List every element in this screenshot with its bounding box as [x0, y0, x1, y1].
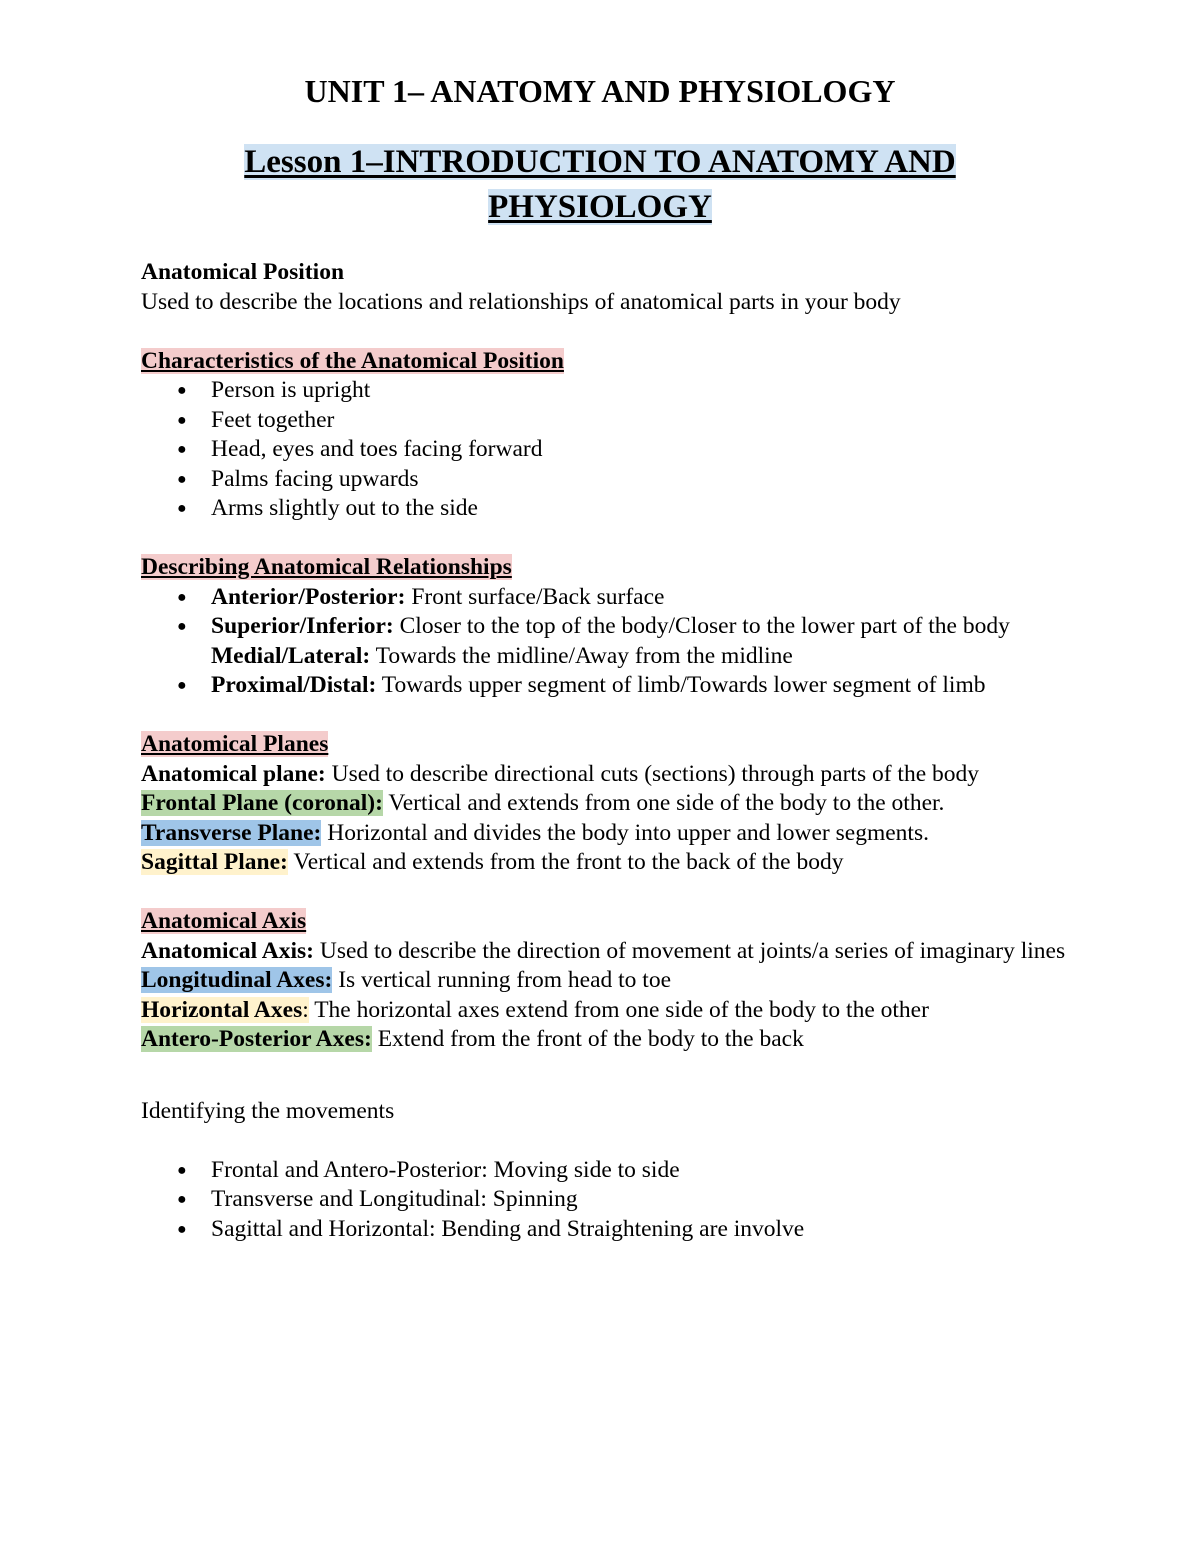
- term: Superior/Inferior:: [211, 613, 394, 639]
- list-item: ● Sagittal and Horizontal: Bending and Straightening are involve: [141, 1215, 1081, 1245]
- term: Sagittal Plane:: [141, 849, 288, 875]
- list-item: [141, 671, 1081, 701]
- list-item: ● Transverse and Longitudinal: Spinning: [141, 1185, 1081, 1215]
- characteristics-heading: Characteristics of the Anatomical Position: [141, 347, 564, 374]
- lesson-title-line1: Lesson 1–INTRODUCTION TO ANATOMY AND: [244, 144, 956, 180]
- unit-title: UNIT 1– ANATOMY AND PHYSIOLOGY: [304, 73, 896, 109]
- list-item: [141, 612, 1081, 671]
- relationships-list: [141, 583, 1081, 701]
- list-item: ● Arms slightly out to the side: [141, 494, 1081, 524]
- term: Frontal Plane (coronal):: [141, 790, 383, 816]
- document-body: [141, 258, 1081, 1244]
- relationships-heading: Describing Anatomical Relationships: [141, 554, 512, 580]
- planes-section: [141, 730, 1081, 760]
- relationships-section: [141, 553, 1081, 583]
- axis-section: [141, 907, 1081, 937]
- term: Proximal/Distal:: [211, 672, 377, 698]
- list-item: ● Head, eyes and toes facing forward: [141, 435, 1081, 465]
- movements-list: [141, 1156, 1081, 1245]
- list-item: ● Person is upright: [141, 376, 1081, 406]
- definition: Towards upper segment of limb/Towards lower segment of limb: [376, 672, 986, 698]
- frontal-plane: Frontal Plane (coronal): Vertical and extends from one side of the body to the other.: [141, 790, 945, 816]
- sagittal-plane: Sagittal Plane: Vertical and extends from the front to the back of the body: [141, 849, 844, 875]
- list-item: ● Palms facing upwards: [141, 465, 1081, 495]
- list-item: ● Feet together: [141, 406, 1081, 436]
- term: Antero-Posterior Axes:: [141, 1026, 372, 1052]
- list-item: ● Frontal and Antero-Posterior: Moving side to side: [141, 1156, 1081, 1186]
- axis-definition: Anatomical Axis: Used to describe the direction of movement at joints/a series of imaginary lines: [141, 937, 1066, 964]
- list-item: [141, 583, 1081, 613]
- plane-definition: Anatomical plane: Used to describe directional cuts (sections) through parts of the body: [141, 760, 979, 787]
- lesson-title-line2: PHYSIOLOGY: [488, 189, 712, 225]
- characteristics-section: [141, 347, 1081, 377]
- term: Anterior/Posterior:: [211, 583, 406, 610]
- axis-heading: Anatomical Axis: [141, 908, 307, 934]
- term: Transverse Plane:: [141, 819, 322, 846]
- anatomical-position-text: Used to describe the locations and relationships of anatomical parts in your body: [141, 288, 901, 315]
- definition: Closer to the top of the body/Closer to the lower part of the body: [393, 613, 1010, 639]
- movements-heading: Identifying the movements: [141, 1097, 395, 1124]
- transverse-plane: Transverse Plane: Horizontal and divides the body into upper and lower segments.: [141, 819, 929, 846]
- characteristics-list: [141, 376, 1081, 524]
- antero-posterior-axes: Antero-Posterior Axes: Extend from the front of the body to the back: [141, 1026, 804, 1052]
- definition: Front surface/Back surface: [405, 583, 665, 610]
- anatomical-position-heading: Anatomical Position: [141, 259, 345, 285]
- horizontal-axes: Horizontal Axes: The horizontal axes extend from one side of the body to the other: [141, 996, 929, 1023]
- longitudinal-axes: Longitudinal Axes: Is vertical running from head to toe: [141, 967, 672, 993]
- term: Anatomical Axis:: [141, 937, 314, 964]
- lesson-title: [0, 140, 1200, 230]
- planes-heading: Anatomical Planes: [141, 731, 329, 757]
- term: Medial/Lateral:: [211, 642, 371, 669]
- definition: Towards the midline/Away from the midline: [370, 642, 793, 669]
- term: Anatomical plane:: [141, 760, 326, 787]
- term: Horizontal Axes: [141, 996, 303, 1023]
- term: Longitudinal Axes:: [141, 967, 333, 993]
